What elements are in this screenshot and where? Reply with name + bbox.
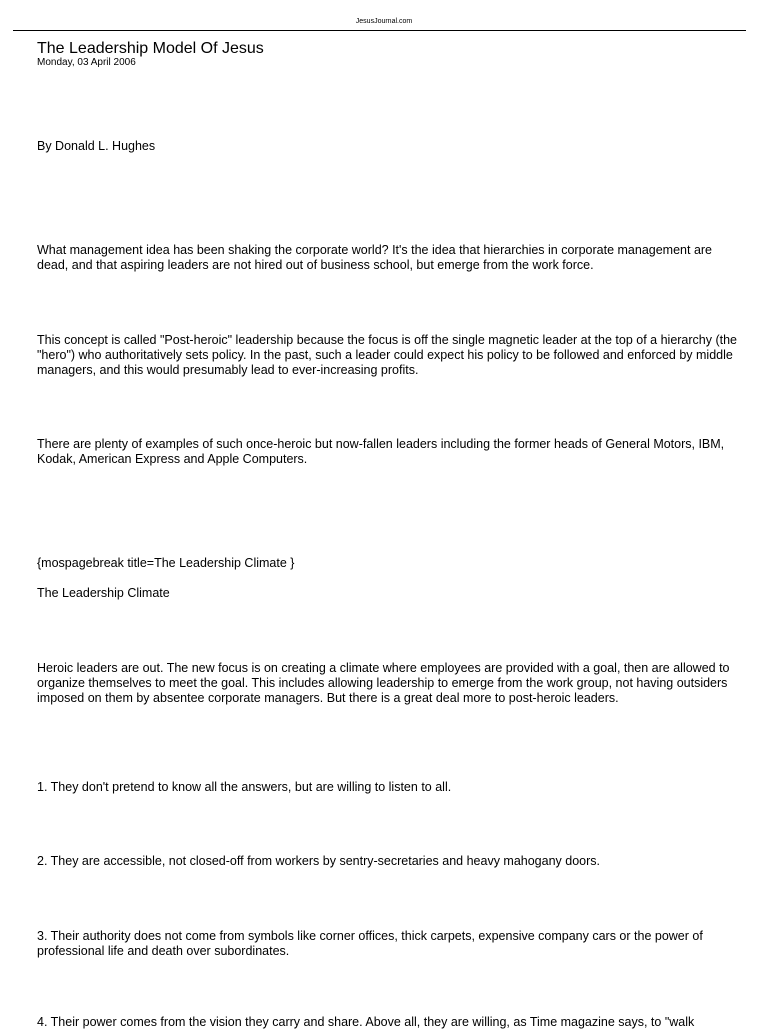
- list-item: 4. Their power comes from the vision they carry and share. Above all, they are willing, as Time magazine says, to "walk: [37, 1015, 695, 1029]
- article-paragraph: There are plenty of examples of such once-heroic but now-fallen leaders including the former heads of General Motors, IBM, Kodak, American Express and Apple Computers.: [37, 437, 725, 466]
- site-header: JesusJournal.com: [355, 18, 413, 25]
- list-item: 1. They don't pretend to know all the answers, but are willing to listen to all.: [37, 780, 452, 794]
- list-item: 2. They are accessible, not closed-off from workers by sentry-secretaries and heavy mahogany doors.: [37, 854, 601, 868]
- section-heading: The Leadership Climate: [37, 586, 170, 600]
- header-divider: [13, 30, 746, 31]
- article-paragraph: This concept is called "Post-heroic" leadership because the focus is off the single magnetic leader at the top of a hierarchy (the "hero") who authoritatively sets policy. In the past, such a leader could expect his policy to be followed and enforced by middle managers, and this would presumably lead to ever-increasing profits.: [37, 333, 738, 377]
- article-paragraph: Heroic leaders are out. The new focus is on creating a climate where employees are provided with a goal, then are allowed to organize themselves to meet the goal. This includes allowing leadership to emerge from the work group, not having outsiders imposed on them by absentee corporate managers. But there is a great deal more to post-heroic leaders.: [37, 661, 730, 705]
- page-break-marker: {mospagebreak title=The Leadership Climate }: [37, 556, 295, 570]
- article-paragraph: What management idea has been shaking the corporate world? It's the idea that hierarchies in corporate management are dead, and that aspiring leaders are not hired out of business school, but emerge from the work force.: [37, 243, 713, 272]
- article-title: The Leadership Model Of Jesus: [37, 40, 264, 57]
- article-byline: By Donald L. Hughes: [37, 139, 156, 153]
- list-item: 3. Their authority does not come from symbols like corner offices, thick carpets, expensive company cars or the power of professional life and death over subordinates.: [37, 929, 703, 958]
- article-date: Monday, 03 April 2006: [37, 57, 136, 68]
